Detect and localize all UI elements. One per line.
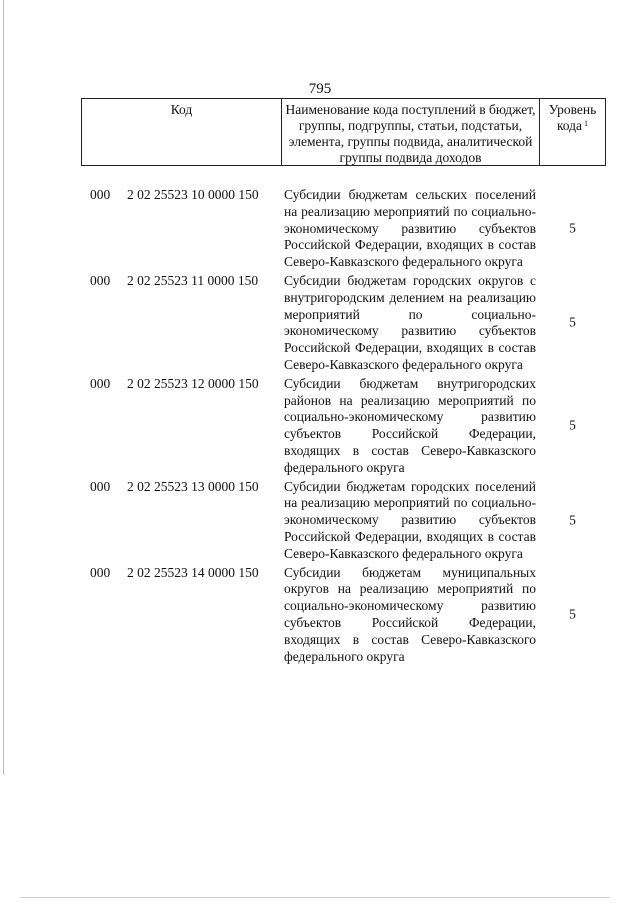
table-body [81, 187, 606, 665]
table-row [81, 479, 606, 563]
code-level: 5 [569, 314, 576, 330]
header-level-footnote: 1 [584, 119, 589, 128]
revenue-code: 2 02 25523 14 0000 150 [127, 564, 259, 580]
header-code-label: Код [170, 102, 193, 117]
table-row [81, 565, 606, 666]
header-level [539, 99, 606, 165]
admin-code: 000 [90, 187, 111, 202]
revenue-description: Субсидии бюджетам сельских поселений на реализацию мероприятий по социально-экономическому развитию субъектов Российской Федерации, входящих в состав Северо-Кавказского федерального округа [284, 187, 536, 270]
header-name-label: Наименование кода поступлений в бюджет, группы, подгруппы, статьи, подстатьи, элемента, группы подвида, аналитической группы подвида доходов [285, 102, 536, 165]
page-number: 795 [308, 81, 332, 97]
admin-code: 000 [90, 375, 111, 391]
admin-code: 000 [90, 564, 111, 580]
code-level: 5 [569, 606, 576, 622]
revenue-description: Субсидии бюджетам городских округов с внутригородским делением на реализацию мероприятий по социально-экономическому развитию субъектов Российской Федерации, входящих в состав Северо-Кавказского федерального округа [284, 272, 536, 372]
scan-bottom-edge [20, 897, 610, 898]
scan-margin-line [3, 0, 4, 775]
table-row [81, 376, 606, 477]
revenue-code: 2 02 25523 12 0000 150 [127, 375, 259, 391]
table-row [81, 273, 606, 374]
revenue-description: Субсидии бюджетам городских поселений на реализацию мероприятий по социально-экономическому развитию субъектов Российской Федерации, входящих в состав Северо-Кавказского федерального округа [284, 478, 536, 561]
header-code [81, 99, 281, 165]
revenue-description: Субсидии бюджетам муниципальных округов на реализацию мероприятий по социально-экономическому развитию субъектов Российской Федерации, входящих в состав Северо-Кавказского федерального округа [284, 564, 536, 664]
revenue-description: Субсидии бюджетам внутригородских районов на реализацию мероприятий по социально-экономическому развитию субъектов Российской Федерации, входящих в состав Северо-Кавказского федерального округа [284, 375, 536, 475]
code-level: 5 [569, 417, 576, 433]
code-level: 5 [569, 220, 576, 236]
header-name [281, 99, 539, 165]
revenue-code: 2 02 25523 10 0000 150 [127, 187, 259, 202]
header-level-label: Уровень кода [548, 102, 597, 133]
admin-code: 000 [90, 272, 111, 288]
code-level: 5 [569, 512, 576, 528]
revenue-code: 2 02 25523 11 0000 150 [127, 272, 259, 288]
admin-code: 000 [90, 478, 111, 494]
revenue-code: 2 02 25523 13 0000 150 [127, 478, 259, 494]
table-row [81, 187, 606, 271]
table-header [81, 98, 606, 166]
